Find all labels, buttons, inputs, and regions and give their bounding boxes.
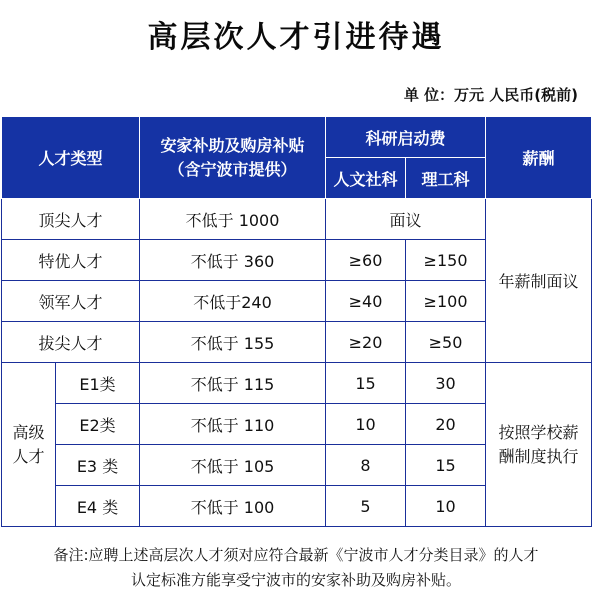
- unit-label: 单 位：万元 人民币(税前): [403, 86, 578, 104]
- header-humanities: 人文社科: [326, 158, 406, 199]
- humanities-cell: 8: [326, 445, 406, 486]
- humanities-cell: 15: [326, 363, 406, 404]
- footnote-line1: 备注:应聘上述高层次人才须对应符合最新《宁波市人才分类目录》的人才: [53, 546, 539, 564]
- science-cell: ≥50: [406, 322, 486, 363]
- science-cell: 20: [406, 404, 486, 445]
- science-cell: 10: [406, 486, 486, 527]
- talent-benefits-table: [1, 116, 592, 527]
- footnote-line2: 认定标准方能享受宁波市的安家补助及购房补贴。: [130, 571, 461, 589]
- subsidy-cell: 不低于 1000: [140, 199, 326, 240]
- talent-type-cell: 拔尖人才: [2, 322, 140, 363]
- subsidy-cell: 不低于 155: [140, 322, 326, 363]
- senior-type-cell: E4 类: [56, 486, 140, 527]
- page-title: 高层次人才引进待遇: [147, 20, 445, 55]
- header-talent-type: 人才类型: [2, 117, 140, 199]
- humanities-cell: 5: [326, 486, 406, 527]
- salary-school-line1: 按照学校薪: [498, 422, 579, 442]
- humanities-cell: ≥60: [326, 240, 406, 281]
- subsidy-cell: 不低于 110: [140, 404, 326, 445]
- header-subsidy: [140, 117, 326, 199]
- research-negotiable-cell: 面议: [326, 199, 486, 240]
- header-subsidy-line2: （含宁波市提供）: [168, 159, 297, 179]
- humanities-cell: ≥20: [326, 322, 406, 363]
- subsidy-cell: 不低于 115: [140, 363, 326, 404]
- subsidy-cell: 不低于 105: [140, 445, 326, 486]
- senior-type-cell: E3 类: [56, 445, 140, 486]
- table-row: [2, 199, 592, 240]
- table-row: [2, 363, 592, 404]
- humanities-cell: ≥40: [326, 281, 406, 322]
- senior-type-cell: E1类: [56, 363, 140, 404]
- subsidy-cell: 不低于 360: [140, 240, 326, 281]
- science-cell: ≥100: [406, 281, 486, 322]
- talent-type-cell: 顶尖人才: [2, 199, 140, 240]
- header-salary: 薪酬: [486, 117, 592, 199]
- header-research-fund: 科研启动费: [326, 117, 486, 158]
- header-science: 理工科: [406, 158, 486, 199]
- talent-type-cell: 领军人才: [2, 281, 140, 322]
- humanities-cell: 10: [326, 404, 406, 445]
- footnote: [6, 543, 586, 593]
- senior-label-line2: 人才: [12, 446, 45, 466]
- salary-school-cell: [486, 363, 592, 527]
- senior-type-cell: E2类: [56, 404, 140, 445]
- senior-talent-group-cell: [2, 363, 56, 527]
- salary-annual-cell: 年薪制面议: [486, 199, 592, 363]
- subsidy-cell: 不低于 100: [140, 486, 326, 527]
- science-cell: 30: [406, 363, 486, 404]
- science-cell: 15: [406, 445, 486, 486]
- science-cell: ≥150: [406, 240, 486, 281]
- senior-label-line1: 高级: [12, 422, 45, 442]
- header-subsidy-line1: 安家补助及购房补贴: [160, 135, 305, 155]
- talent-type-cell: 特优人才: [2, 240, 140, 281]
- subsidy-cell: 不低于240: [140, 281, 326, 322]
- salary-school-line2: 酬制度执行: [498, 446, 579, 466]
